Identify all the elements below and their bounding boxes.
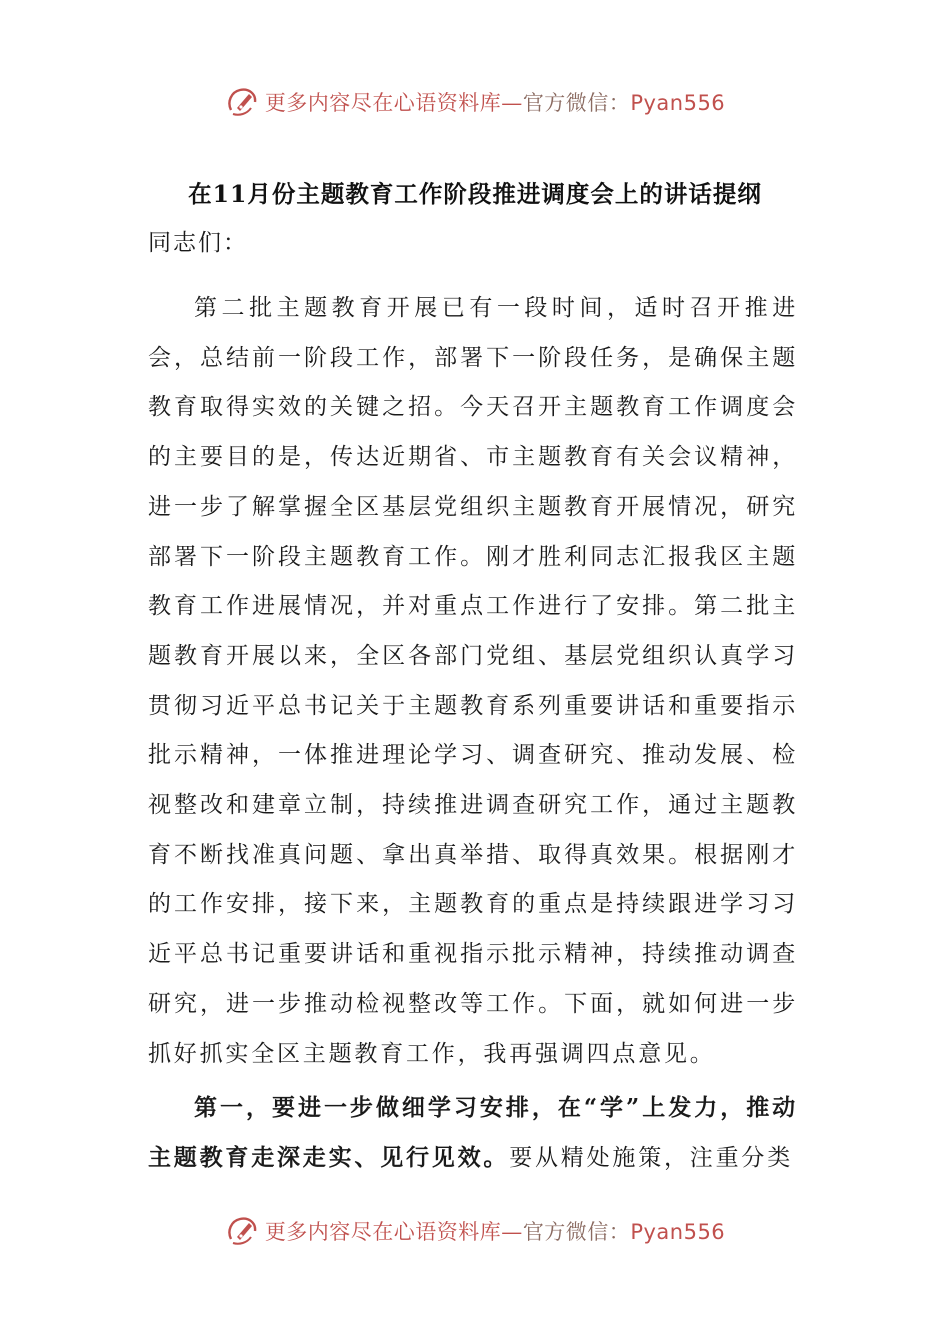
document-title: 在11月份主题教育工作阶段推进调度会上的讲话提纲 [188, 180, 762, 208]
watermark-main-text: 更多内容尽在心语资料库— [264, 1220, 523, 1244]
header-watermark-banner [0, 82, 950, 122]
watermark-text [265, 87, 725, 117]
paragraph-intro: 第二批主题教育开展已有一段时间，适时召开推进会，总结前一阶段工作，部署下一阶段任务，是确保主题教育取得实效的关键之招。今天召开主题教育工作调度会的主要目的是，传达近期省、市主题教育有关会议精神，进一步了解掌握全区基层党组织主题教育开展情况，研究部署下一阶段主题教育工作。刚才胜利同志汇报我区主题教育工作进展情况，并对重点工作进行了安排。第二批主题教育开展以来，全区各部门党组、基层党组织认真学习贯彻习近平总书记关于主题教育系列重要讲话和重要指示批示精神，一体推进理论学习、调查研究、推动发展、检视整改和建章立制，持续推进调查研究工作，通过主题教育不断找准真问题、拿出真举措、取得真效果。根据刚才的工作安排，接下来，主题教育的重点是持续跟进学习习近平总书记重要讲话和重视指示批示精神，持续推动调查研究，进一步推动检视整改等工作。下面，就如何进一步抓好抓实全区主题教育工作，我再强调四点意见。 [148, 295, 798, 1067]
watermark-wechat-label: 官方微信： [522, 91, 631, 115]
watermark-wechat-id: Pyan556 [630, 1220, 726, 1244]
watermark-wechat-label: 官方微信： [522, 1220, 631, 1244]
first-point-heading: 第一，要进一步做细学习安排，在“学”上发力，推动主题教育走深走实、见行见效。 [148, 1094, 798, 1171]
greeting: 同志们： [148, 230, 248, 256]
watermark-text [265, 1216, 725, 1246]
footer-watermark-banner [0, 1211, 950, 1251]
paragraph-first-point [148, 1083, 798, 1183]
pen-nib-swirl-logo-icon [225, 1213, 261, 1249]
pen-nib-swirl-logo-icon [225, 84, 261, 120]
watermark-main-text: 更多内容尽在心语资料库— [264, 91, 523, 115]
watermark-wechat-id: Pyan556 [630, 91, 726, 115]
first-point-body: 要从精处施策，注重分类 [509, 1145, 794, 1171]
